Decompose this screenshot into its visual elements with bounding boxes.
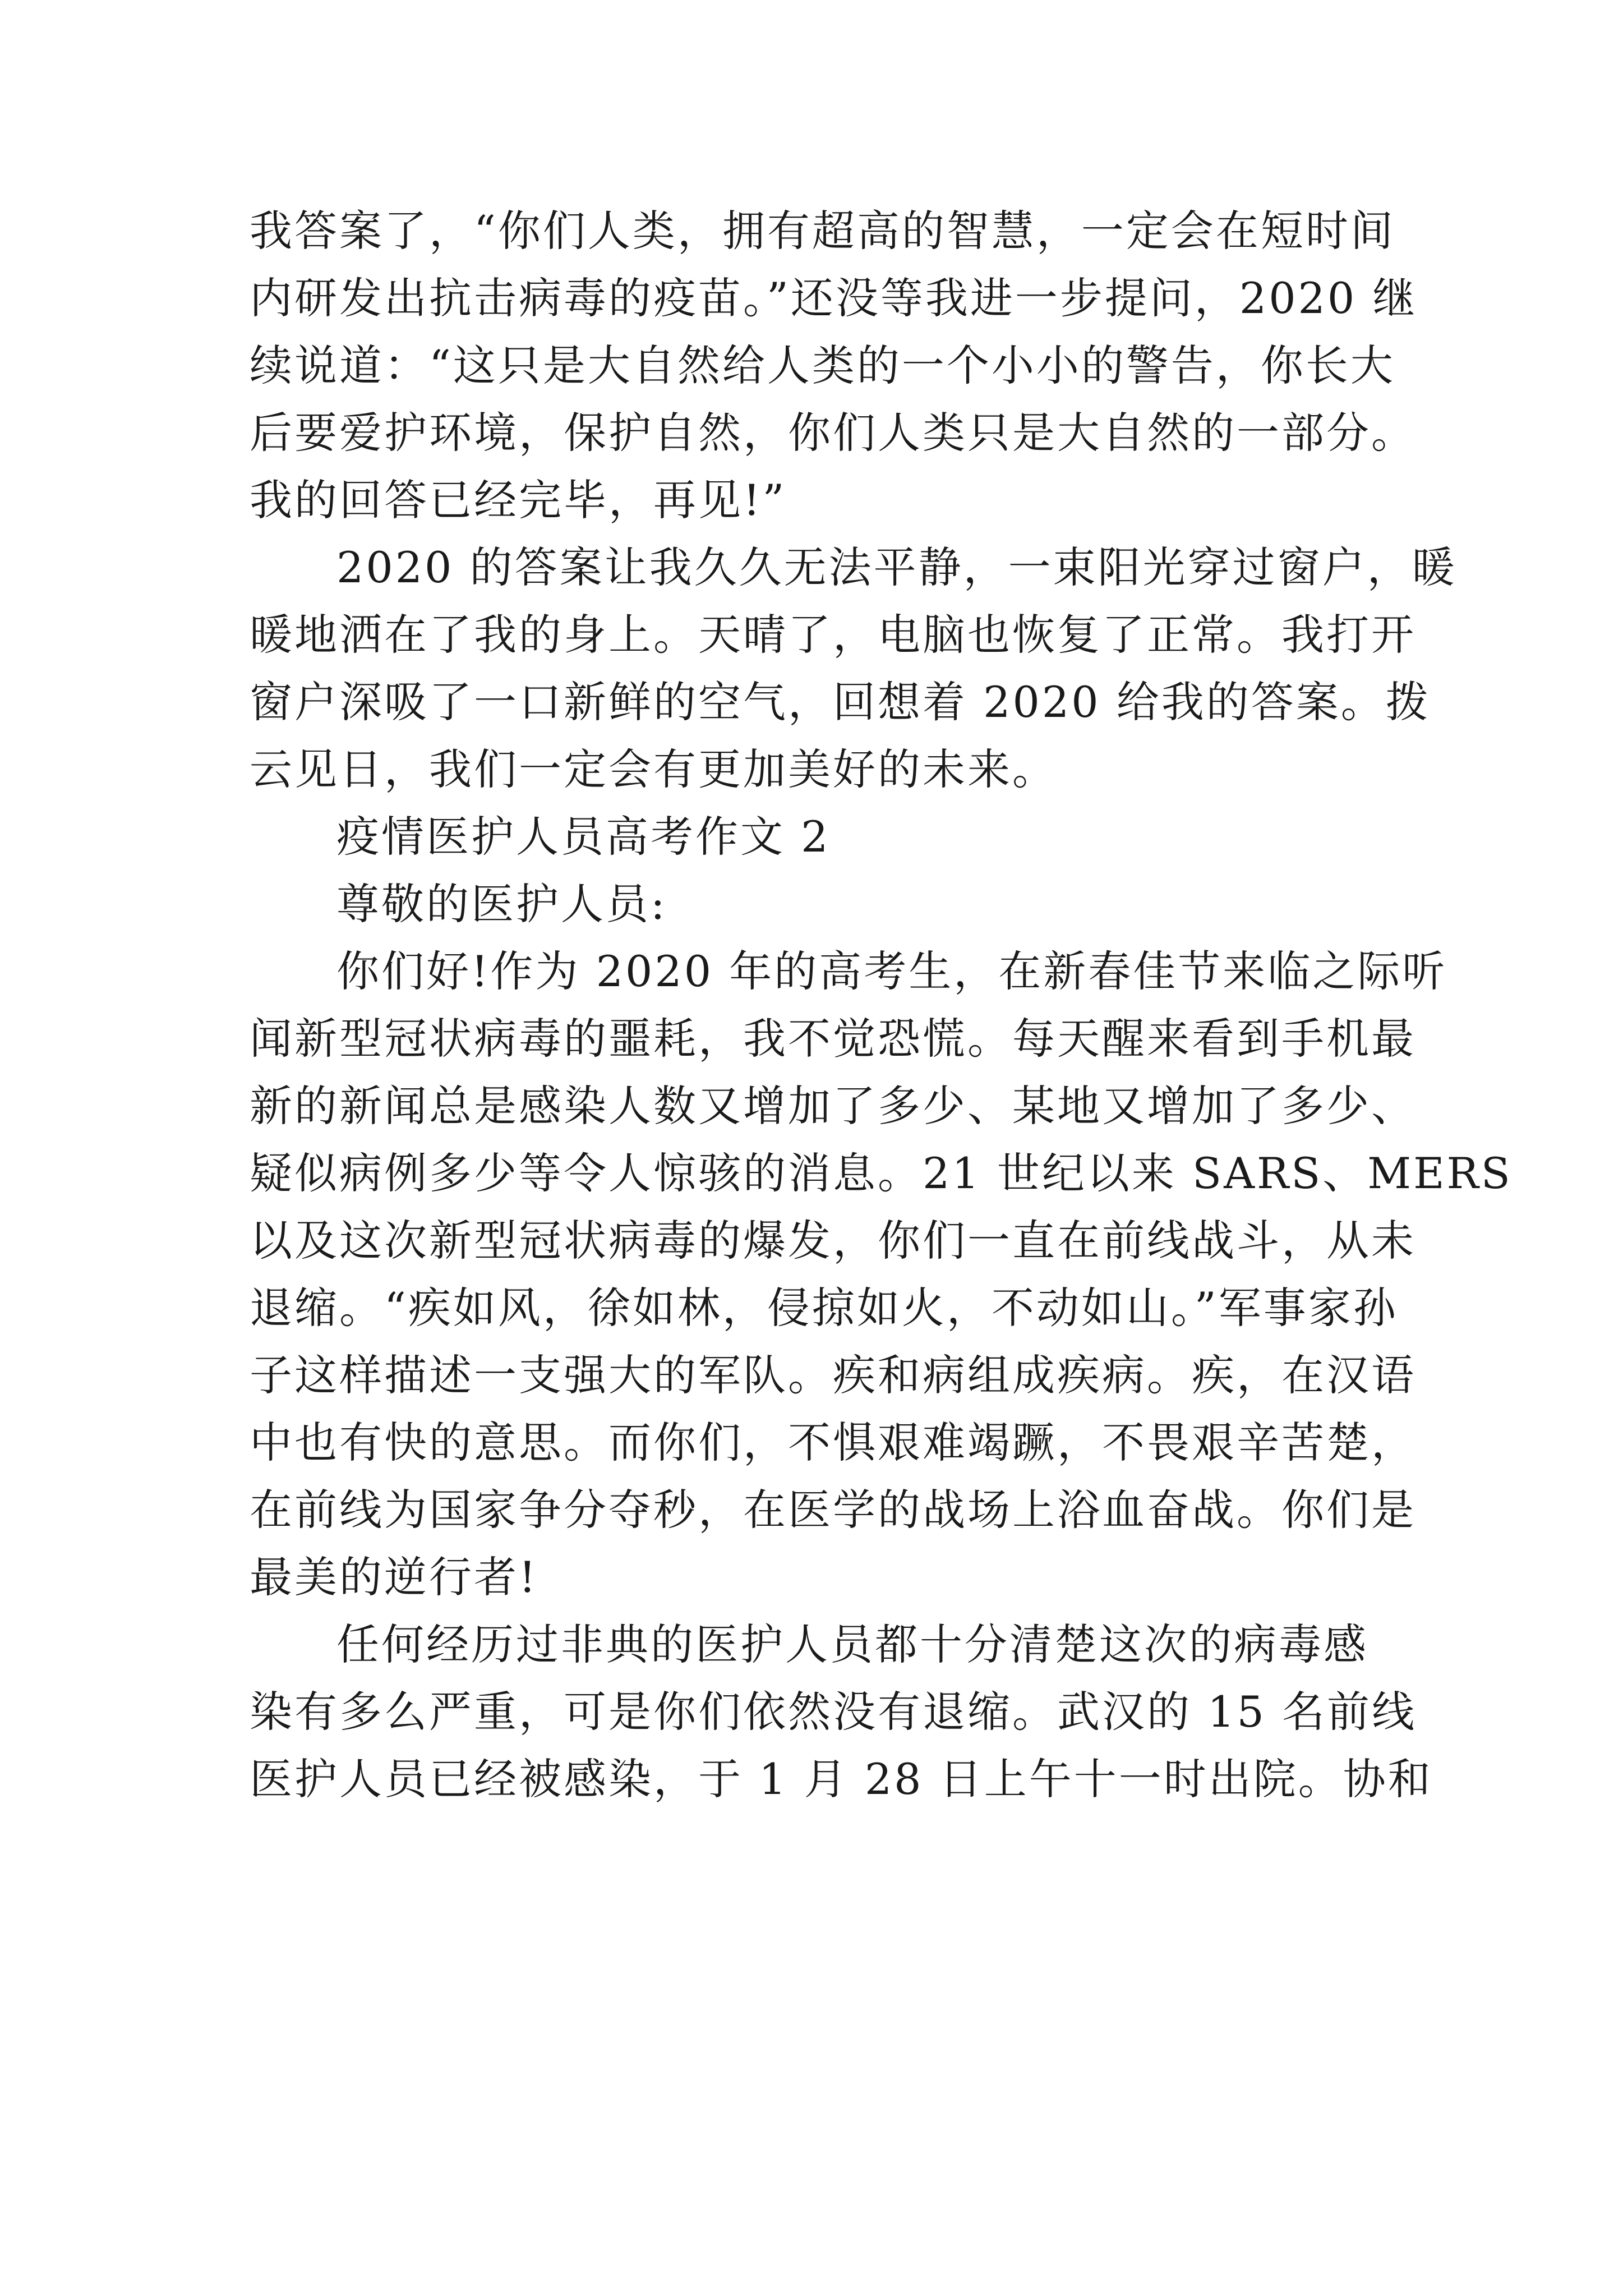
text-line: 最美的逆行者! [250,1552,538,1602]
text-line: 任何经历过非典的医护人员都十分清楚这次的病毒感 [336,1619,1368,1669]
text-line: 闻新型冠状病毒的噩耗，我不觉恐慌。每天醒来看到手机最 [250,1014,1416,1064]
text-line: 在前线为国家争分夺秒，在医学的战场上浴血奋战。你们是 [250,1485,1416,1535]
text-line: 续说道：“这只是大自然给人类的一个小小的警告，你长大 [250,341,1395,390]
section-heading: 疫情医护人员高考作文 2 [336,812,831,862]
text-line: 我答案了，“你们人类，拥有超高的智慧，一定会在短时间 [250,206,1395,256]
text-line: 内研发出抗击病毒的疫苗。”还没等我进一步提问，2020 继 [250,273,1418,323]
text-line: 你们好!作为 2020 年的高考生，在新春佳节来临之际听 [336,946,1447,996]
text-line: 子这样描述一支强大的军队。疾和病组成疾病。疾，在汉语 [250,1350,1416,1400]
text-line: 我的回答已经完毕，再见!” [250,475,787,525]
text-line: 医护人员已经被感染，于 1 月 28 日上午十一时出院。协和 [250,1754,1433,1804]
text-line: 窗户深吸了一口新鲜的空气，回想着 2020 给我的答案。拨 [250,677,1431,727]
text-line: 新的新闻总是感染人数又增加了多少、某地又增加了多少、 [250,1081,1416,1131]
text-line: 疑似病例多少等令人惊骇的消息。21 世纪以来 SARS、MERS [250,1148,1513,1198]
text-line: 后要爱护环境，保护自然，你们人类只是大自然的一部分。 [250,408,1416,458]
text-line: 暖地洒在了我的身上。天晴了，电脑也恢复了正常。我打开 [250,610,1416,660]
text-line: 以及这次新型冠状病毒的爆发，你们一直在前线战斗，从未 [250,1216,1416,1266]
text-line: 中也有快的意思。而你们，不惧艰难竭蹶，不畏艰辛苦楚， [250,1418,1416,1467]
text-line: 2020 的答案让我久久无法平静，一束阳光穿过窗户，暖 [336,542,1457,592]
text-line: 云见日，我们一定会有更加美好的未来。 [250,744,1057,794]
text-line: 退缩。“疾如风，徐如林，侵掠如火，不动如山。”军事家孙 [250,1283,1398,1333]
salutation: 尊敬的医护人员: [336,879,667,929]
text-line: 染有多么严重，可是你们依然没有退缩。武汉的 15 名前线 [250,1687,1417,1737]
